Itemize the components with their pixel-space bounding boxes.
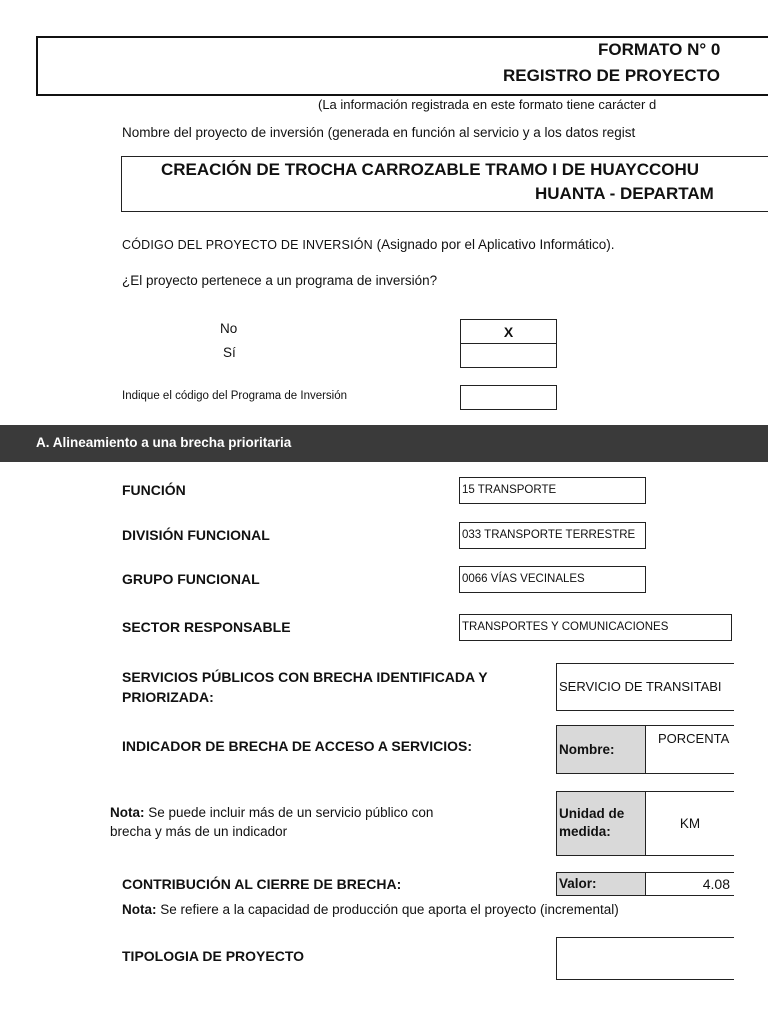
nota2 (122, 902, 619, 917)
nota1-line1 (110, 805, 433, 820)
unidad-label-line2: medida: (559, 824, 611, 839)
project-title-line2: HUANTA - DEPARTAM (535, 184, 714, 203)
program-code-input[interactable] (460, 385, 557, 410)
valor-field[interactable] (645, 872, 734, 896)
project-code-label-main: CÓDIGO DEL PROYECTO DE INVERSIÓN (122, 238, 373, 252)
nota2-prefix: Nota: (122, 902, 157, 917)
nombre-label: Nombre: (559, 742, 615, 757)
division-field[interactable] (459, 522, 646, 549)
unidad-label-line1: Unidad de (559, 806, 625, 821)
project-title-line1: CREACIÓN DE TROCHA CARROZABLE TRAMO I DE HUAYCCOHU (161, 160, 700, 179)
sector-label: SECTOR RESPONSABLE (122, 619, 291, 635)
si-checkbox[interactable] (460, 343, 557, 368)
funcion-value: 15 TRANSPORTE (462, 484, 557, 496)
servicios-label-line2: PRIORIZADA: (122, 689, 214, 705)
section-a-title: A. Alineamiento a una brecha prioritaria (36, 435, 292, 450)
no-checkbox[interactable]: X (460, 319, 557, 344)
nota1-prefix: Nota: (110, 805, 145, 820)
valor-label: Valor: (559, 876, 597, 891)
contribucion-label: CONTRIBUCIÓN AL CIERRE DE BRECHA: (122, 876, 402, 892)
header-title-line2: REGISTRO DE PROYECTO (503, 66, 720, 85)
sector-value: TRANSPORTES Y COMUNICACIONES (462, 621, 669, 633)
servicios-value: SERVICIO DE TRANSITABI (559, 679, 722, 694)
servicios-field[interactable] (556, 663, 734, 711)
division-label: DIVISIÓN FUNCIONAL (122, 527, 270, 543)
unidad-value: KM (679, 816, 701, 831)
tipologia-field[interactable] (556, 937, 734, 980)
project-code-label (122, 237, 615, 252)
nota2-text: Se refiere a la capacidad de producción que aporta el proyecto (incremental) (156, 902, 619, 917)
funcion-field[interactable] (459, 477, 646, 504)
valor-label-cell (556, 872, 646, 896)
funcion-label: FUNCIÓN (122, 482, 186, 498)
unidad-field[interactable] (645, 791, 734, 856)
no-label: No (220, 321, 238, 336)
program-code-label: Indique el código del Programa de Inversión (122, 390, 348, 402)
sector-field[interactable] (459, 614, 732, 641)
grupo-field[interactable] (459, 566, 646, 593)
project-code-label-note: (Asignado por el Aplicativo Informático). (372, 237, 615, 252)
division-value: 033 TRANSPORTE TERRESTRE (462, 529, 636, 541)
nombre-label-cell (556, 725, 646, 774)
tipologia-label: TIPOLOGIA DE PROYECTO (122, 948, 305, 964)
servicios-label-line1: SERVICIOS PÚBLICOS CON BRECHA IDENTIFICADA Y (122, 669, 488, 685)
nota1-line2: brecha y más de un indicador (110, 824, 288, 839)
valor-value: 4.08 (702, 876, 730, 892)
grupo-label: GRUPO FUNCIONAL (122, 571, 260, 587)
si-label: Sí (223, 345, 236, 360)
header-title-line1: FORMATO N° 0 (598, 40, 721, 59)
header-note: (La información registrada en este formato tiene carácter d (318, 97, 657, 112)
nombre-value: PORCENTA (658, 731, 730, 746)
unidad-label-cell (556, 791, 646, 856)
grupo-value: 0066 VÍAS VECINALES (462, 573, 585, 585)
project-name-label: Nombre del proyecto de inversión (generada en función al servicio y a los datos regist (122, 125, 636, 140)
indicador-label: INDICADOR DE BRECHA DE ACCESO A SERVICIOS: (122, 738, 473, 754)
program-question: ¿El proyecto pertenece a un programa de inversión? (122, 273, 438, 288)
nombre-field[interactable] (645, 725, 734, 774)
nota1-text-line1: Se puede incluir más de un servicio público con (144, 805, 434, 820)
